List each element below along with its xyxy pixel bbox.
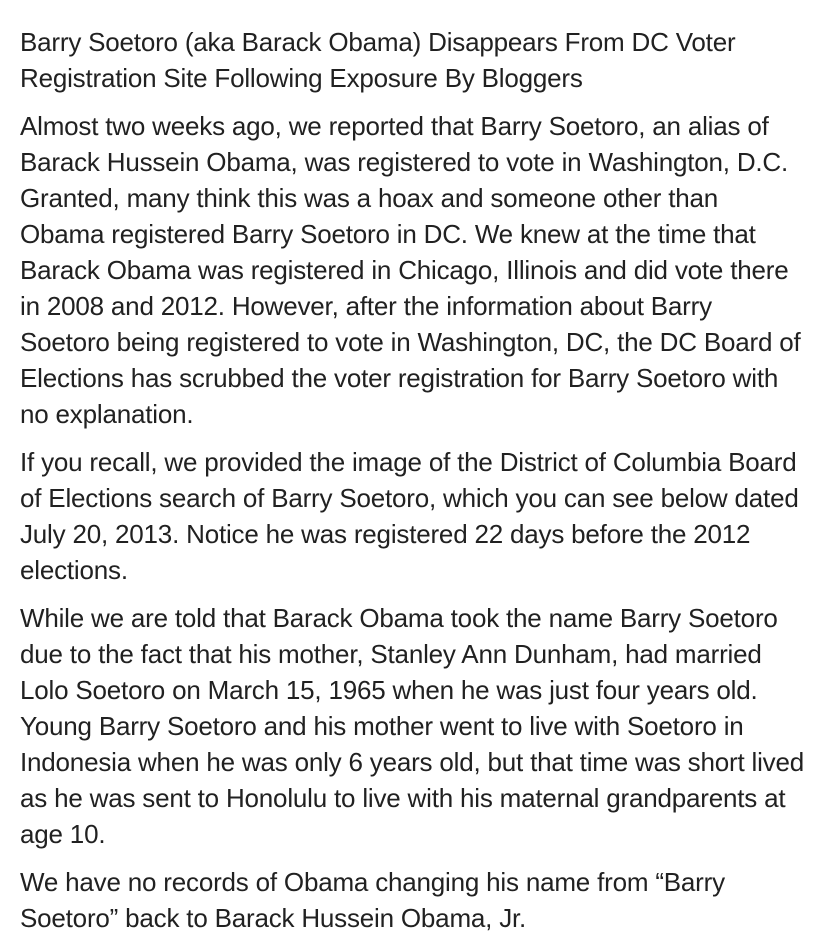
paragraph-history: While we are told that Barack Obama took the name Barry Soetoro due to the fact that his mother, Stanley Ann Dunham, had married Lolo Soetoro on March 15, 1965 when he was just four years old. Young Barry Soetoro and his mother went to live with Soetoro in Indonesia when he was only 6 years old, but that time was short lived as he was sent to Honolulu to live with his maternal grandparents at age 10. [20,603,804,849]
paragraph-records: We have no records of Obama changing his name from “Barry Soetoro” back to Barack Hussein Obama, Jr. [20,867,725,933]
paragraph-intro: Almost two weeks ago, we reported that Barry Soetoro, an alias of Barack Hussein Obama, was registered to vote in Washington, D.C. Granted, many think this was a hoax and someone other than Obama registered Barry Soetoro in DC. We knew at the time that Barack Obama was registered in Chicago, Illinois and did vote there in 2008 and 2012. However, after the information about Barry Soetoro being registered to vote in Washington, DC, the DC Board of Elections has scrubbed the voter registration for Barry Soetoro with no explanation. [20,111,801,429]
article-title: Barry Soetoro (aka Barack Obama) Disappears From DC Voter Registration Site Following Exposure By Bloggers [20,27,736,93]
paragraph-recall: If you recall, we provided the image of the District of Columbia Board of Elections search of Barry Soetoro, which you can see below dated July 20, 2013. Notice he was registered 22 days before the 2012 elections. [20,447,799,585]
